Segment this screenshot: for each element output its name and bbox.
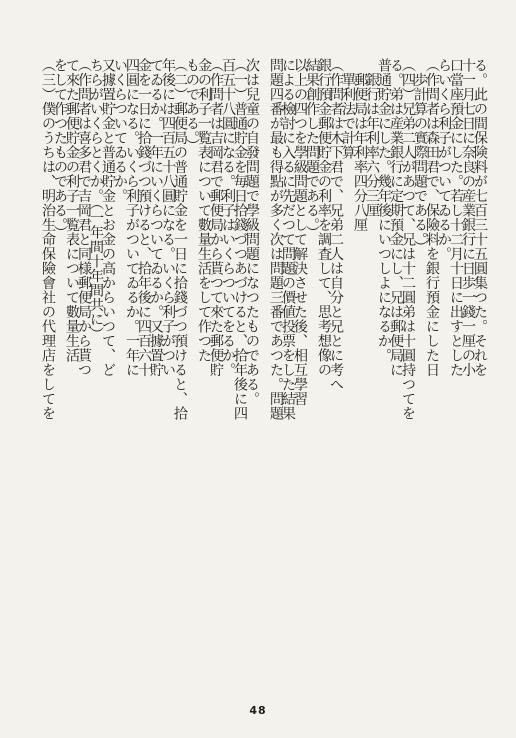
text-column: （作問者は木下君で、兄弟二人は自分と兄とに考へ (328, 58, 344, 392)
text-column: ものである。） (184, 58, 200, 153)
text-column: 年後には四百五十八圓になる。いくら利子がつい (160, 58, 176, 377)
text-column: （二）郵便局の普通貯金を一日に拾錢づつ預けると、拾 (172, 58, 188, 421)
text-column: 十一月七日に奈良の産業銀行に日歩一錢一厘の小 (460, 58, 476, 377)
text-column: （作問者は喜多君で吉岡君と同様郵便局から貰つ (76, 58, 92, 377)
text-column: 歩計算の實際問題である。） (412, 58, 428, 254)
text-column: 金の利子一覧表について數量生活をして作つた (196, 58, 212, 363)
text-column: ちらがいくらとくか。（一年間十年間共に） (88, 58, 104, 341)
text-column: （一）普通貯金を毎日拾錢づつあづけると、拾年後に四 (232, 58, 248, 421)
text-column: 金を一日に拾錢づつ預けると、拾年後に四百六十 (136, 58, 152, 377)
text-column: （作問者は森田君で、保險料を銀行預金にした日 (424, 58, 440, 377)
text-column: 又據置貯金と普通貯金とお金の高からいつて、ど (100, 58, 116, 377)
text-column: る。弟は産業銀行に定期預金にし、兄は郵便局に (388, 58, 404, 377)
text-column: 銀行預金郵便貯金の利率を調査して、思考想像の (316, 58, 332, 377)
text-column: 以上の四つを學級問題として解決させた後、相互學習 (292, 58, 308, 406)
text-column: て來た郵便貯金の利子一覧表について數量生活 (64, 58, 80, 363)
text-column: いくらついてゐるか。 (112, 58, 128, 203)
text-column: 普通貯金にした。幾年後にいつしよになるか。 (376, 58, 392, 363)
text-column: てゐるか。一年にいくらついてゐるか。又據置貯 (148, 58, 164, 377)
text-column: 口當座預金にした。若し十二月十日に出すとした (448, 58, 464, 377)
text-column: 次は兒童の自發問題で學級問題になつたものである。 (244, 58, 260, 406)
text-column: 問題四番が最も得點が多く次は問題三番であつた。問題 (268, 58, 284, 421)
text-column: 銀行は年利率六分三厘 (364, 58, 380, 218)
text-column: 郵便局は年利率四分八厘 (352, 58, 368, 232)
page-number: 48 (249, 704, 267, 717)
text-column: （三）僕のうちは、明治生命保險會社の代理店をしてを (40, 58, 56, 421)
text-column: 四圓になる。いくら利子がついてゐるか。一年に (124, 58, 140, 377)
text-column: らいくら利子がついてゐるか。 (436, 58, 452, 261)
text-column: （四）兄弟二人があつて、兄は十二圓弟は十圓持つてを (400, 58, 416, 421)
text-column: 單利法で計算 (340, 58, 356, 160)
text-column: 百五十八圓になる。利子はいくらついてをるか。 (220, 58, 236, 377)
text-column: （作問者は吉岡君で郵便局から貰つて來た郵便貯 (208, 58, 224, 377)
text-column: をして作つたものである。） (52, 58, 68, 240)
text-column: による檢討に入るに先だつて問題の價値投票をした結果 (280, 58, 296, 421)
text-column: る。此の間保険料が七百三十五圓集つた。それを (472, 58, 488, 377)
text-column: 結果創作した問題である。） (304, 58, 320, 240)
